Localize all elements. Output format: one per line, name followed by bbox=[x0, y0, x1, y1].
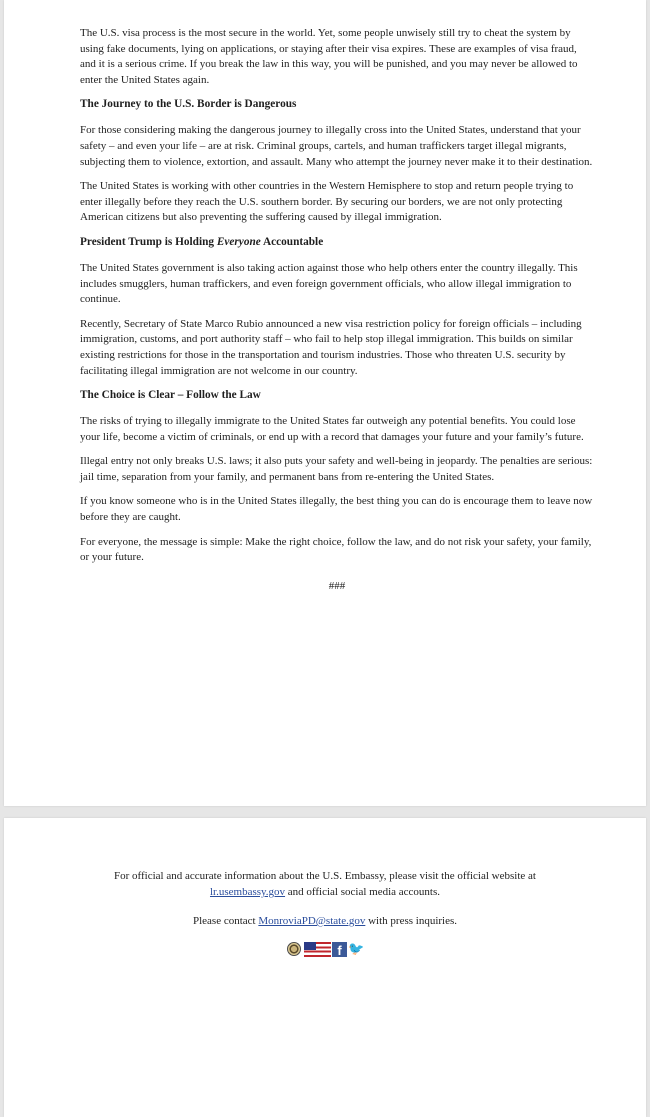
contact-line bbox=[4, 913, 646, 929]
border-danger-paragraph-1: For those considering making the dangerous journey to illegally cross into the United States, understand that your safety – and even your life – are at risk. Criminal groups, cartels, and human traffickers target illegal migrants, subjecting them to violence, extortion, and assault. Many who attempt the journey never make it to their destination. bbox=[80, 124, 593, 168]
info-suffix: and official social media accounts. bbox=[285, 886, 441, 898]
section-heading-accountable bbox=[80, 235, 594, 250]
social-icons bbox=[4, 941, 646, 957]
choice-paragraph-2: Illegal entry not only breaks U.S. laws; it also puts your safety and well-being in jeopardy. The penalties are serious: jail time, separation from your family, and permanent bans from re-entering the United States. bbox=[80, 455, 593, 483]
contact-prefix: Please contact bbox=[192, 915, 259, 927]
choice-paragraph-4: For everyone, the message is simple: Make the right choice, follow the law, and do not risk your safety, your family, or your future. bbox=[80, 535, 592, 564]
document-page-1 bbox=[4, 0, 646, 806]
intro-paragraph: The U.S. visa process is the most secure in the world. Yet, some people unwisely still try to cheat the system by using fake documents, lying on applications, or staying after their visa expires. These are examples of visa fraud, and it is a serious crime. If you break the law in this way, you will be punished, and you may never be allowed to enter the United States again. bbox=[80, 27, 578, 86]
choice-paragraph-1: The risks of trying to illegally immigrate to the United States far outweigh any potential benefits. You could lose your life, become a victim of criminals, or end up with a record that damages your future and your family’s future. bbox=[80, 415, 584, 443]
twitter-icon[interactable]: 🐦 bbox=[348, 941, 365, 957]
us-flag-icon bbox=[304, 942, 331, 957]
document-body bbox=[80, 26, 594, 592]
state-department-seal-icon bbox=[287, 942, 301, 956]
heading-suffix: Accountable bbox=[260, 235, 324, 248]
email-link[interactable]: MonroviaPD@state.gov bbox=[258, 915, 366, 927]
press-footer bbox=[4, 868, 646, 957]
choice-paragraph-3: If you know someone who is in the United States illegally, the best thing you can do is encourage them to leave now before they are caught. bbox=[80, 495, 593, 524]
section-heading-choice: The Choice is Clear – Follow the Law bbox=[80, 389, 261, 402]
info-line-2 bbox=[4, 884, 646, 900]
website-link[interactable]: lr.usembassy.gov bbox=[209, 886, 286, 898]
document-page-2 bbox=[4, 818, 646, 1117]
section-heading-border-danger: The Journey to the U.S. Border is Dangerous bbox=[80, 98, 297, 111]
info-line: For official and accurate information about the U.S. Embassy, please visit the official website at bbox=[114, 870, 536, 882]
contact-suffix: with press inquiries. bbox=[365, 915, 458, 927]
end-mark: ### bbox=[328, 579, 346, 592]
accountable-paragraph-2: Recently, Secretary of State Marco Rubio announced a new visa restriction policy for foreign officials – including immigration, customs, and port authority staff – who fail to help stop illegal immigration. This builds on similar existing restrictions for those in the transportation and tourism industries. Those who threaten U.S. security by facilitating illegal immigration are not welcome in our country. bbox=[80, 317, 582, 377]
facebook-icon[interactable]: f bbox=[332, 942, 347, 957]
heading-prefix: President Trump is Holding bbox=[80, 235, 217, 248]
border-danger-paragraph-2: The United States is working with other countries in the Western Hemisphere to stop and return people trying to enter illegally before they reach the U.S. southern border. By securing our borders, we are not only protecting American citizens but also preventing the suffering caused by illegal immigration. bbox=[80, 180, 574, 224]
accountable-paragraph-1: The United States government is also taking action against those who help others enter the country illegally. This includes smugglers, human traffickers, and even foreign government officials, who allow illegal immigration to continue. bbox=[80, 261, 578, 306]
heading-emphasis: Everyone bbox=[216, 235, 261, 248]
